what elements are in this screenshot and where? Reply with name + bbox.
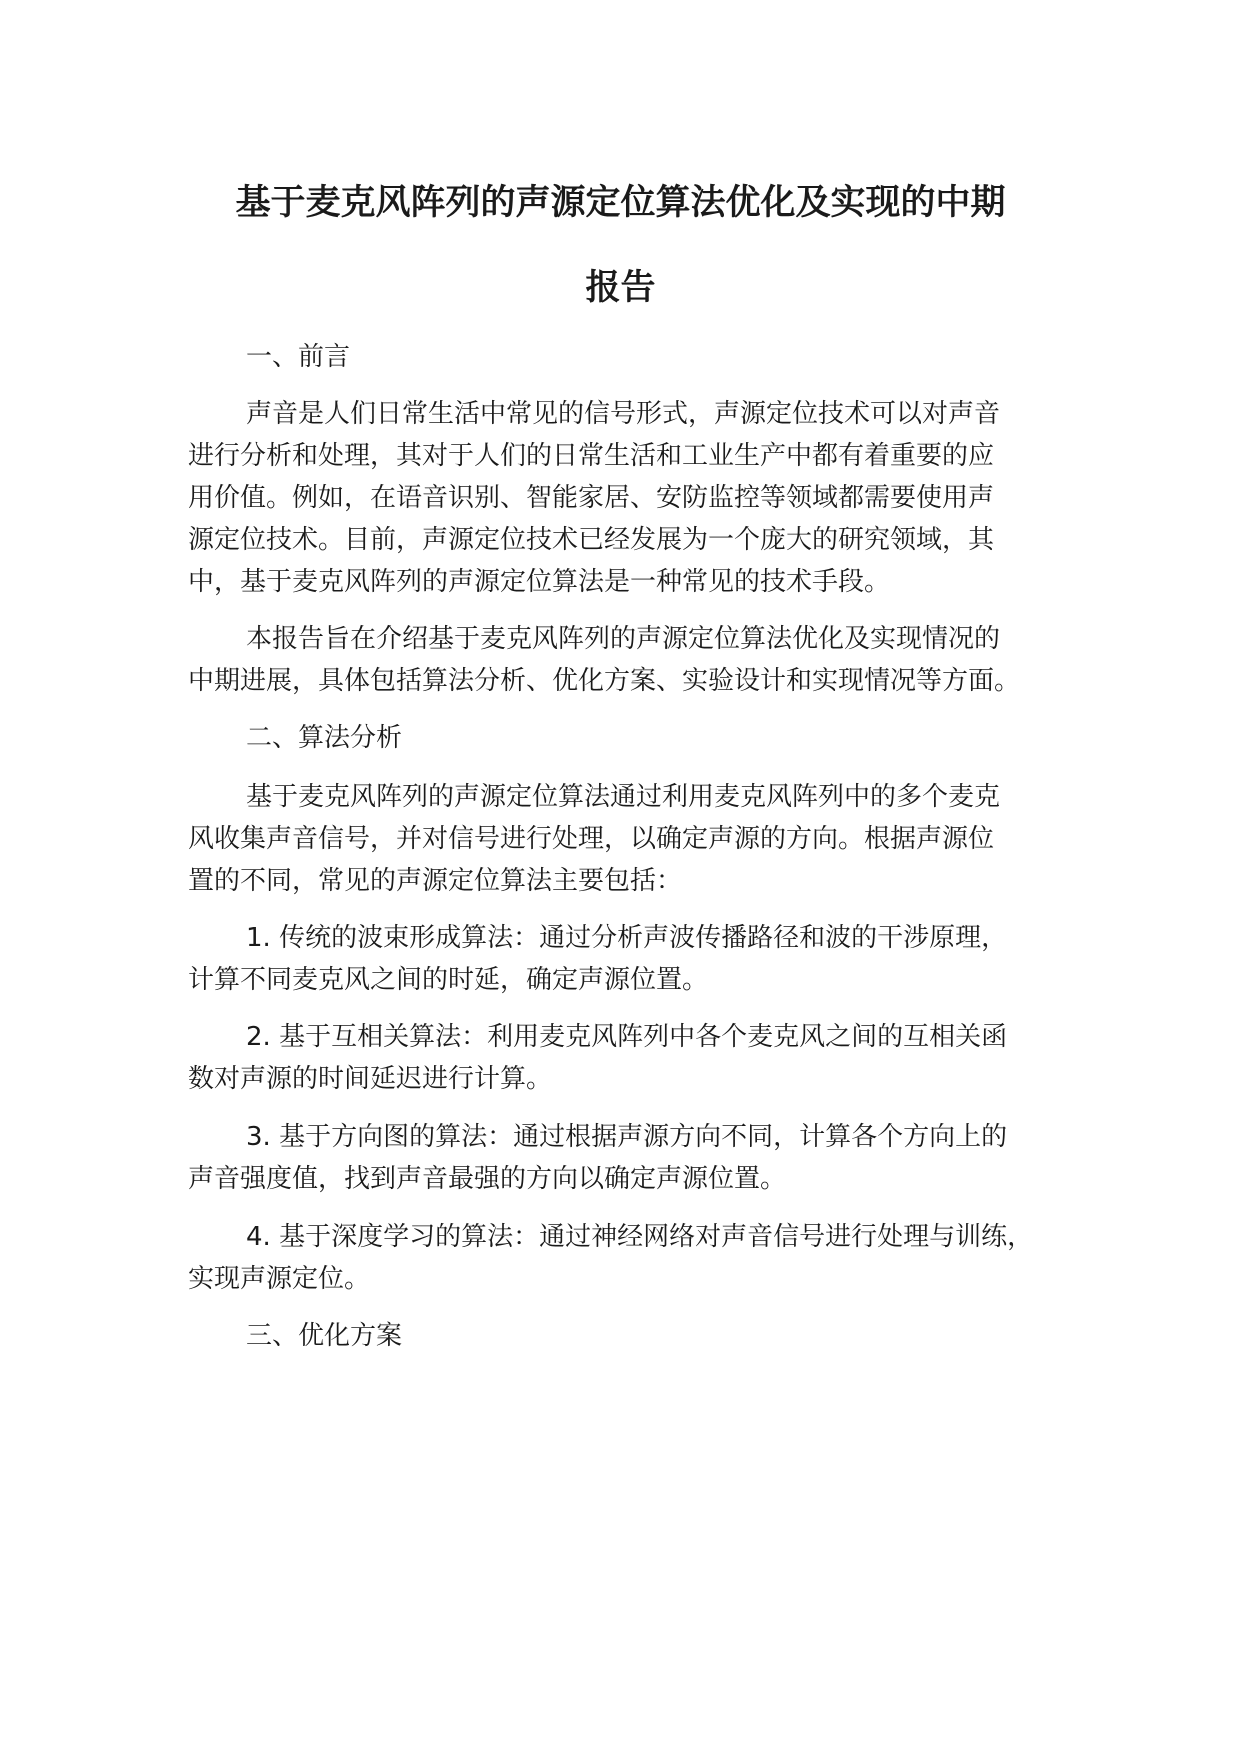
list-item-line: 数对声源的时间延迟进行计算。 xyxy=(188,1064,553,1094)
paragraph-line: 进行分析和处理，其对于人们的日常生活和工业生产中都有着重要的应 xyxy=(188,441,995,471)
paragraph-line: 源定位技术。目前，声源定位技术已经发展为一个庞大的研究领域，其 xyxy=(188,525,995,555)
list-item-line: 1. 传统的波束形成算法：通过分析声波传播路径和波的干涉原理， xyxy=(246,923,1008,953)
paragraph-line: 基于麦克风阵列的声源定位算法通过利用麦克风阵列中的多个麦克 xyxy=(246,782,1001,812)
section-heading-algorithm-analysis: 二、算法分析 xyxy=(246,723,403,753)
document-title-line-2: 报告 xyxy=(585,268,656,308)
list-item-line: 2. 基于互相关算法：利用麦克风阵列中各个麦克风之间的互相关函 xyxy=(246,1022,1008,1052)
list-item-line: 实现声源定位。 xyxy=(188,1264,371,1294)
paragraph-line: 中，基于麦克风阵列的声源定位算法是一种常见的技术手段。 xyxy=(188,567,891,597)
list-item-line: 3. 基于方向图的算法：通过根据声源方向不同，计算各个方向上的 xyxy=(246,1122,1008,1152)
section-heading-optimization: 三、优化方案 xyxy=(246,1321,403,1351)
list-item-line: 计算不同麦克风之间的时延，确定声源位置。 xyxy=(188,965,709,995)
document-title-line-1: 基于麦克风阵列的声源定位算法优化及实现的中期 xyxy=(235,183,1006,223)
list-item-line: 4. 基于深度学习的算法：通过神经网络对声音信号进行处理与训练， xyxy=(246,1222,1034,1252)
paragraph-line: 中期进展，具体包括算法分析、优化方案、实验设计和实现情况等方面。 xyxy=(188,666,1021,696)
paragraph-line: 置的不同，常见的声源定位算法主要包括： xyxy=(188,866,683,896)
paragraph-line: 风收集声音信号，并对信号进行处理，以确定声源的方向。根据声源位 xyxy=(188,824,995,854)
paragraph-line: 本报告旨在介绍基于麦克风阵列的声源定位算法优化及实现情况的 xyxy=(246,624,1001,654)
list-item-line: 声音强度值，找到声音最强的方向以确定声源位置。 xyxy=(188,1164,787,1194)
paragraph-line: 声音是人们日常生活中常见的信号形式，声源定位技术可以对声音 xyxy=(246,399,1001,429)
paragraph-line: 用价值。例如，在语音识别、智能家居、安防监控等领域都需要使用声 xyxy=(188,483,995,513)
section-heading-preface: 一、前言 xyxy=(246,342,351,372)
